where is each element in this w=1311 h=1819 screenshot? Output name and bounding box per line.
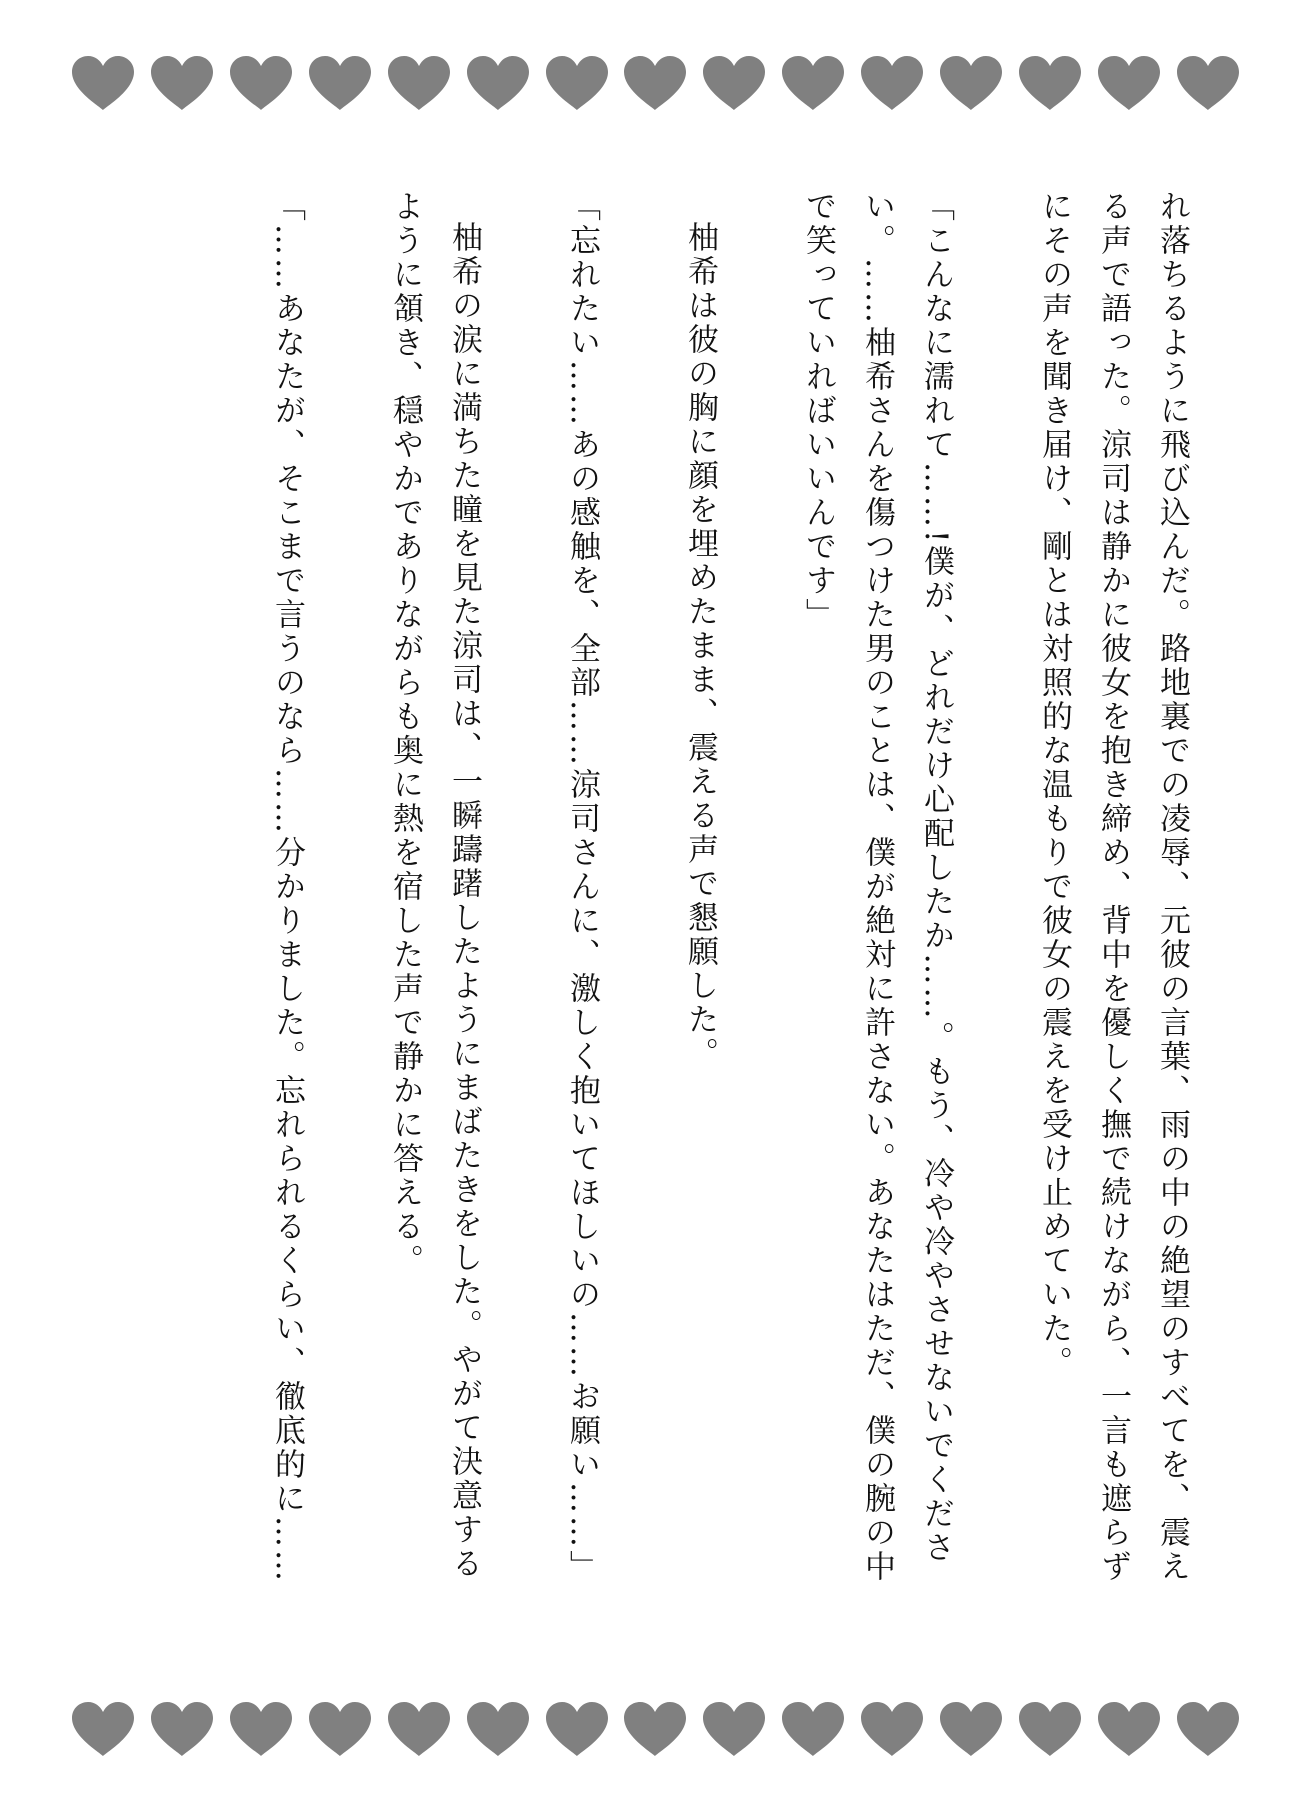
heart-icon [1096,1700,1162,1760]
heart-icon [859,1700,925,1760]
heart-icon [1017,54,1083,114]
heart-icon [386,1700,452,1760]
heart-icon [701,1700,767,1760]
heart-icon [622,1700,688,1760]
heart-icon [938,54,1004,114]
paragraph-spacer [611,190,670,1610]
narration-paragraph: 柚希は彼の胸に顔を埋めたまま、震える声で懇願した。 [682,221,718,1071]
heart-icon [1017,1700,1083,1760]
dialogue-paragraph: 「忘れたい……あの感触を、全部……涼司さんに、激しく抱いてほしいの……お願い……」 [564,190,600,1584]
heart-icon [938,1700,1004,1760]
vertical-text-body [91,190,1201,1610]
heart-icon [780,54,846,114]
heart-icon [386,54,452,114]
narration-paragraph: 柚希の涙に満ちた瞳を見た涼司は、一瞬躊躇したようにまばたきをした。やがて決意するように頷き、穏やかでありながらも奥に熱を宿した声で静かに答える。 [387,190,482,1581]
top-heart-border [70,52,1241,116]
paragraph-spacer [316,190,375,1610]
heart-icon [544,1700,610,1760]
heart-icon [1096,54,1162,114]
heart-icon [307,1700,373,1760]
heart-icon [149,54,215,114]
paragraph-spacer [493,190,552,1610]
heart-icon [228,1700,294,1760]
heart-icon [780,1700,846,1760]
heart-icon [307,54,373,114]
heart-icon [465,1700,531,1760]
paragraph-spacer [965,190,1024,1610]
heart-icon [228,54,294,114]
paragraph-spacer [729,190,788,1610]
heart-icon [465,54,531,114]
dialogue-paragraph: 「こんなに濡れて……!僕が、どれだけ心配したか……。もう、冷や冷やさせないでください。……柚希さんを傷つけた男のことは、僕が絶対に許さない。あなたはただ、僕の腕の中で笑っていればいいんです」 [800,190,954,1584]
dialogue-paragraph: 「……あなたが、そこまで言うのなら……分かりました。忘れられるくらい、徹底的に…… [269,190,305,1584]
heart-icon [859,54,925,114]
narration-paragraph: れ落ちるように飛び込んだ。路地裏での凌辱、元彼の言葉、雨の中の絶望のすべてを、震える声で語った。涼司は静かに彼女を抱き締め、背中を優しく撫で続けながら、一言も遮らずにその声を聞き届け、剛とは対照的な温もりで彼女の震えを受け止めていた。 [1036,190,1190,1584]
bottom-heart-border [70,1698,1241,1762]
heart-icon [1175,1700,1241,1760]
heart-icon [1175,54,1241,114]
heart-icon [622,54,688,114]
heart-icon [149,1700,215,1760]
heart-icon [70,54,136,114]
heart-icon [70,1700,136,1760]
heart-icon [544,54,610,114]
heart-icon [701,54,767,114]
